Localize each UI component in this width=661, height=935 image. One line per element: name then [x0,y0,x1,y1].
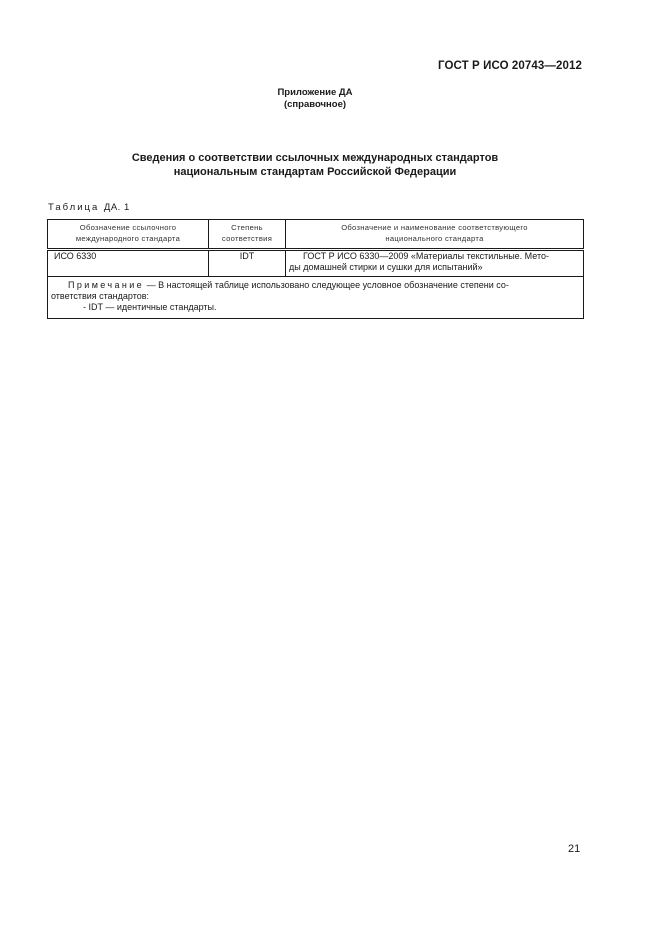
national-standard-line-1: ГОСТ Р ИСО 6330—2009 «Материалы текстильные. Мето- [303,251,550,261]
national-standard-line-2: ды домашней стирки и сушки для испытаний» [289,262,483,272]
table-caption [48,202,130,213]
cell-degree: IDT [209,250,286,277]
note-line-2: ответствия стандартов: [51,291,150,301]
cell-intl-standard: ИСО 6330 [48,250,209,277]
note-text: — В настоящей таблице использовано следующее условное обозначение степени со- [144,280,509,290]
document-code: ГОСТ Р ИСО 20743—2012 [437,60,582,72]
table-note [48,277,584,319]
header-text: Степень [231,223,263,232]
cell-national-standard [286,250,584,277]
header-national-standard [286,220,584,250]
table-note-row [48,277,584,319]
header-intl-standard [48,220,209,250]
header-text: национального стандарта [385,234,484,243]
annex-heading [0,87,630,111]
header-text: Обозначение и наименование соответствующего [341,223,528,232]
section-title [0,151,630,179]
note-item: - IDT — идентичные стандарты. [83,302,217,312]
table-caption-word: Таблица [48,202,100,213]
annex-title: Приложение ДА [277,87,353,98]
header-text: соответствия [221,234,273,243]
annex-subtitle: (справочное) [283,99,347,110]
section-title-line-2: национальным стандартам Российской Федерации [173,166,457,178]
table-row [48,250,584,277]
table-header-row [48,220,584,250]
page-number: 21 [568,843,581,855]
table-caption-number: ДА. 1 [103,202,130,213]
standards-table [47,219,584,319]
note-label: Примечание [68,280,145,290]
header-text: Обозначение ссылочного [79,223,177,232]
note-line-1 [51,280,577,291]
section-title-line-1: Сведения о соответствии ссылочных международных стандартов [131,152,499,164]
header-text: международного стандарта [75,234,181,243]
header-degree [209,220,286,250]
